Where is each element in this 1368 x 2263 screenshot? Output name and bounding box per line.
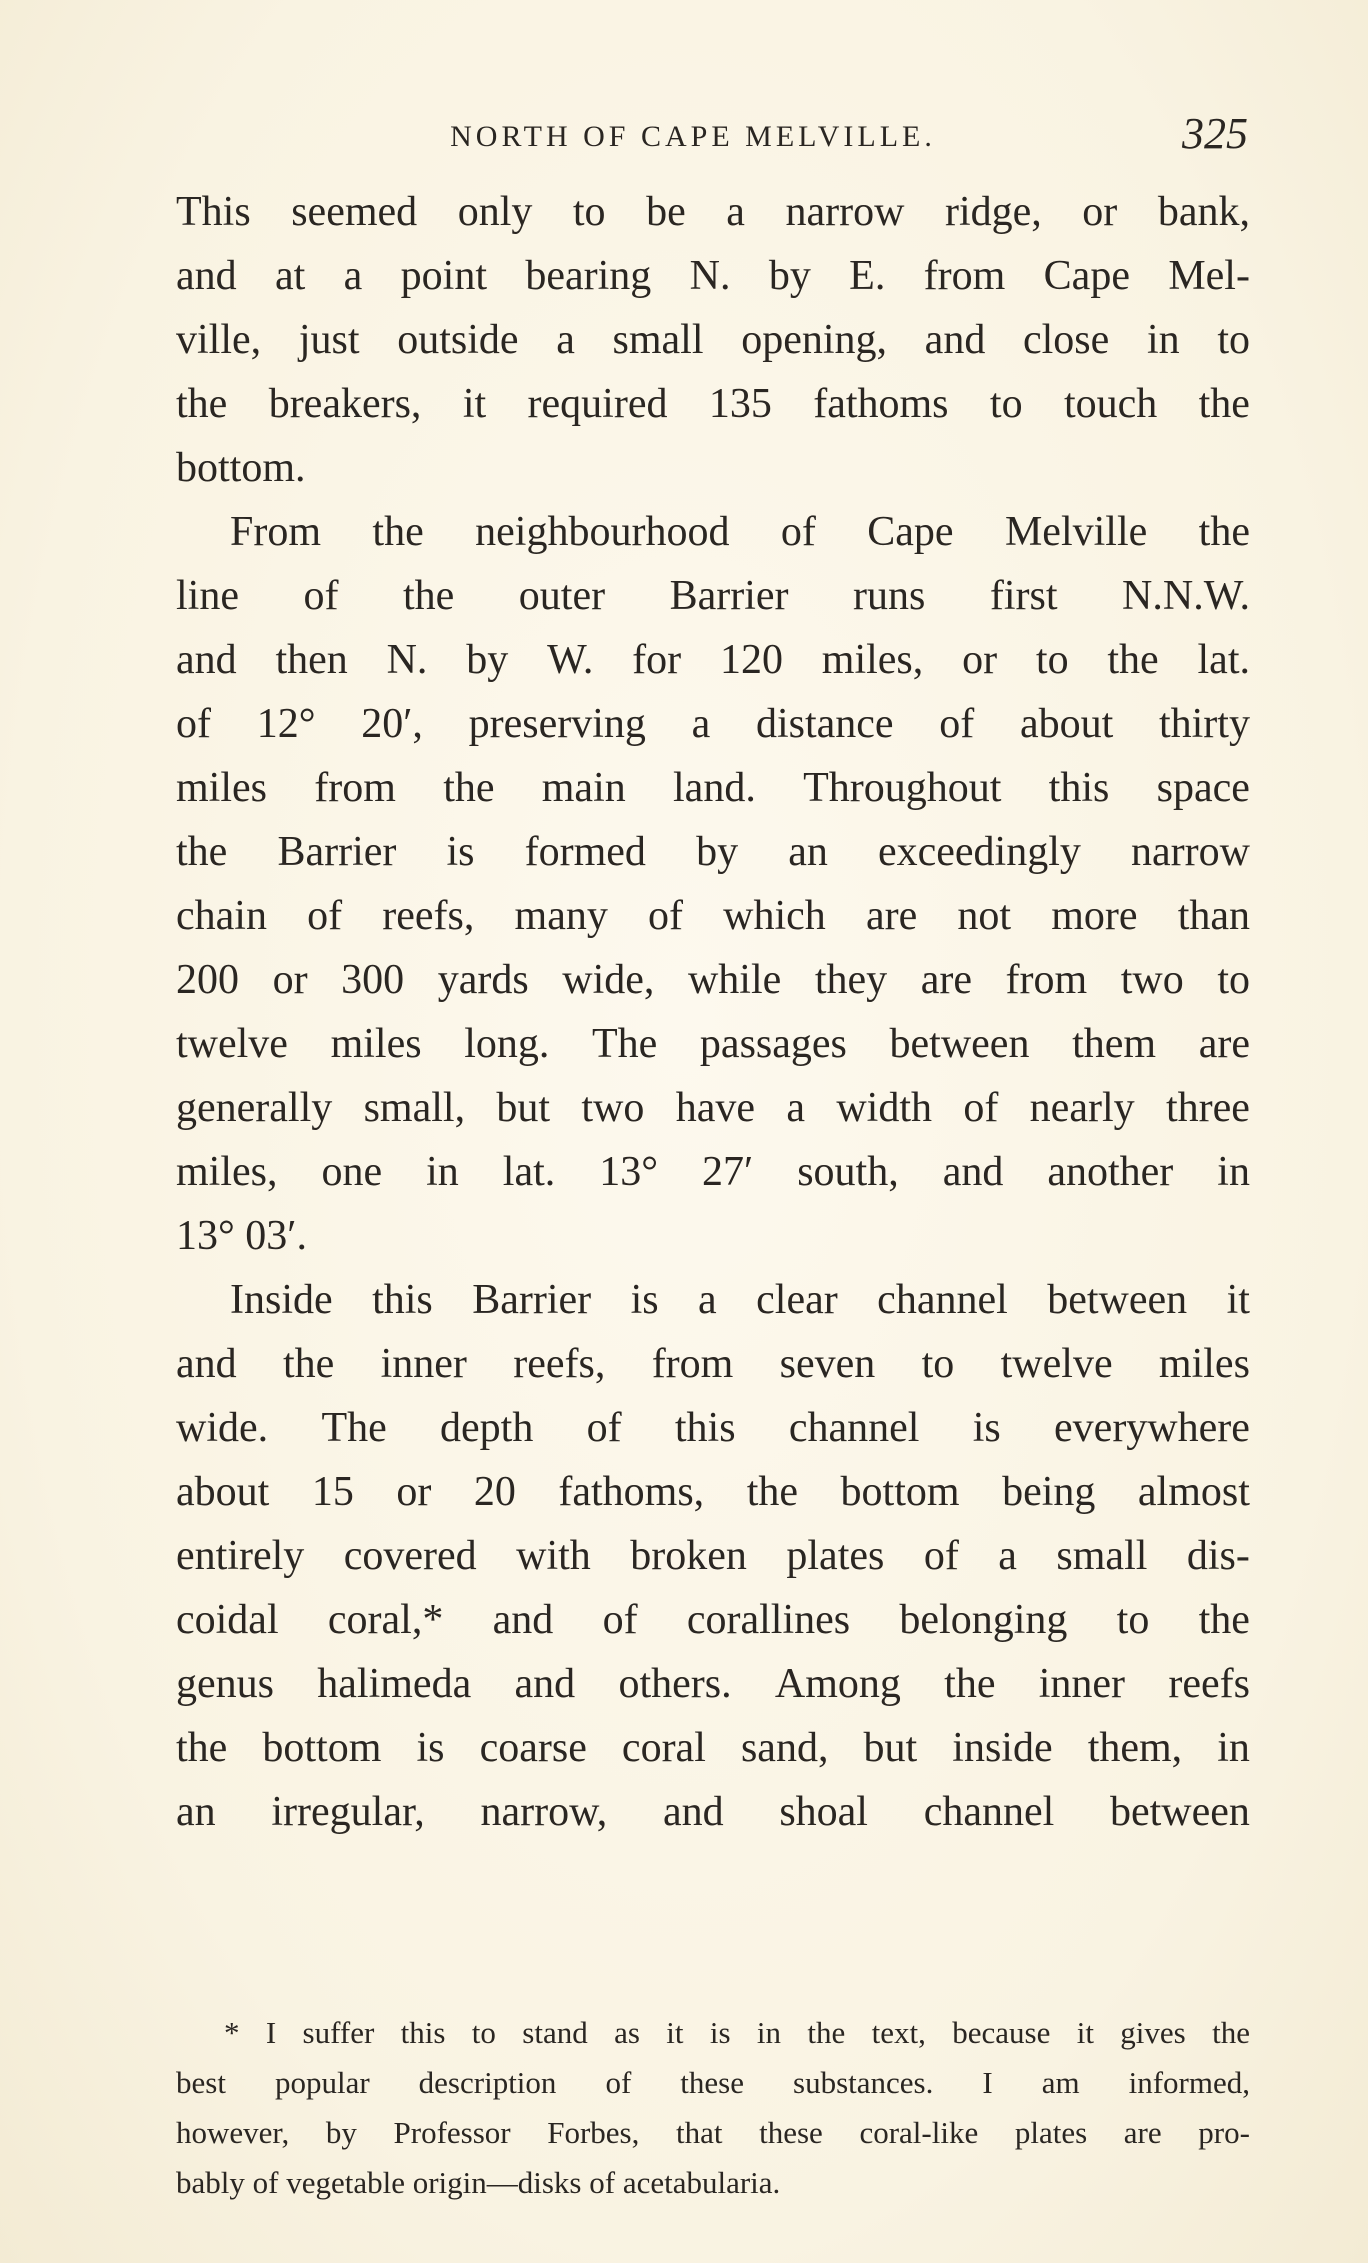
- word: suffer: [302, 2015, 375, 2050]
- word: *: [224, 2015, 240, 2050]
- word: two: [581, 1085, 645, 1131]
- word: I: [265, 2015, 277, 2050]
- word: three: [1165, 1085, 1250, 1131]
- text-line: [176, 372, 1250, 436]
- word: another: [1047, 1149, 1174, 1195]
- word: with: [516, 1533, 591, 1579]
- word: of: [176, 701, 211, 747]
- word: shoal: [779, 1789, 868, 1835]
- word: them,: [1087, 1725, 1183, 1771]
- word: Professor: [393, 2115, 511, 2150]
- word: long.: [464, 1021, 550, 1067]
- word: coral: [621, 1725, 706, 1771]
- word: Barrier: [277, 829, 397, 875]
- word: formed: [524, 829, 646, 875]
- word: is: [630, 1277, 659, 1323]
- word: text,: [871, 2015, 926, 2050]
- word: but: [863, 1725, 918, 1771]
- word: plates: [786, 1533, 885, 1579]
- word: point: [400, 253, 487, 299]
- word: bottom: [840, 1469, 960, 1515]
- word: in: [1217, 1725, 1250, 1771]
- word: coral,*: [327, 1597, 444, 1643]
- word: 20′,: [361, 701, 423, 747]
- word: channel: [877, 1277, 1008, 1323]
- word: by: [466, 637, 509, 683]
- word: wide,: [562, 957, 655, 1003]
- word: 120: [719, 637, 783, 683]
- word: narrow,: [480, 1789, 608, 1835]
- text-line: [176, 1268, 1250, 1332]
- word: covered: [343, 1533, 477, 1579]
- word: in: [426, 1149, 459, 1195]
- word: am: [1041, 2065, 1080, 2100]
- word: of: [963, 1085, 999, 1131]
- word: south,: [797, 1149, 899, 1195]
- word: to: [1035, 637, 1069, 683]
- word: 15: [311, 1469, 354, 1515]
- text-line: [176, 1076, 1250, 1140]
- text-line: [176, 436, 1250, 500]
- word: of: [780, 509, 816, 555]
- word: or: [1082, 189, 1118, 235]
- word: twelve: [176, 1021, 288, 1067]
- word: are: [1123, 2115, 1162, 2150]
- word: plates: [1014, 2115, 1088, 2150]
- word: or: [272, 957, 308, 1003]
- word: description: [418, 2065, 557, 2100]
- word: dis-: [1186, 1533, 1250, 1579]
- word: by: [768, 253, 811, 299]
- text-line: [176, 820, 1250, 884]
- word: about: [1019, 701, 1114, 747]
- word: clear: [756, 1277, 838, 1323]
- word: required: [527, 381, 668, 427]
- word: a: [786, 1085, 806, 1131]
- word: or: [962, 637, 998, 683]
- word: a: [691, 701, 711, 747]
- word: bearing: [525, 253, 652, 299]
- word: Throughout: [803, 765, 1002, 811]
- word: the: [1107, 637, 1159, 683]
- word: are: [920, 957, 972, 1003]
- word: because: [952, 2015, 1051, 2050]
- word: these: [759, 2115, 823, 2150]
- word: the: [402, 573, 455, 619]
- word: in: [1146, 317, 1180, 363]
- word: The: [321, 1405, 387, 1451]
- word: than: [1177, 893, 1250, 939]
- word: yards: [437, 957, 529, 1003]
- word: then: [275, 637, 348, 683]
- word: and: [176, 637, 237, 683]
- word: is: [416, 1725, 445, 1771]
- word: sand,: [740, 1725, 829, 1771]
- word: this: [674, 1405, 736, 1451]
- word: many: [514, 893, 608, 939]
- word: generally: [176, 1085, 333, 1131]
- word: is: [446, 829, 475, 875]
- word: as: [614, 2015, 640, 2050]
- word: a: [998, 1533, 1017, 1579]
- word: pro-: [1198, 2115, 1250, 2150]
- word: the: [944, 1661, 996, 1707]
- word: lat.: [1197, 637, 1250, 683]
- word: between: [1047, 1277, 1188, 1323]
- word: narrow: [785, 189, 905, 235]
- word: Barrier: [669, 573, 789, 619]
- word: from: [314, 765, 396, 811]
- word: others.: [618, 1661, 732, 1707]
- word: E.: [849, 253, 886, 299]
- word: N.: [689, 253, 731, 299]
- word: reefs: [1168, 1661, 1250, 1707]
- word: Melville: [1004, 509, 1148, 555]
- page-number: 325: [1182, 109, 1248, 158]
- word: and: [662, 1789, 724, 1835]
- word: nearly: [1029, 1085, 1135, 1131]
- text-line: [176, 1524, 1250, 1588]
- word: by: [696, 829, 739, 875]
- word: coral-like: [859, 2115, 979, 2150]
- word: which: [723, 893, 826, 939]
- word: it: [462, 381, 487, 427]
- word: From: [230, 509, 322, 555]
- word: thirty: [1158, 701, 1250, 747]
- word: miles: [330, 1021, 422, 1067]
- word: 200: [176, 957, 239, 1003]
- word: The: [592, 1021, 658, 1067]
- text-line: [176, 1204, 1250, 1268]
- word: reefs,: [382, 893, 475, 939]
- text-line: [176, 884, 1250, 948]
- word: seven: [779, 1341, 876, 1387]
- word: halimeda: [317, 1661, 472, 1707]
- word: substances.: [793, 2065, 934, 2100]
- word: neighbourhood: [475, 509, 730, 555]
- word: being: [1002, 1469, 1096, 1515]
- word: at: [275, 253, 306, 299]
- word: everywhere: [1054, 1405, 1250, 1451]
- word: of: [939, 701, 975, 747]
- word: outside: [397, 317, 519, 363]
- word: reefs,: [513, 1341, 606, 1387]
- footnote: [176, 2008, 1250, 2208]
- word: land.: [673, 765, 756, 811]
- word: 27′: [702, 1149, 754, 1195]
- text-line: [176, 1012, 1250, 1076]
- word: chain: [176, 893, 267, 939]
- word: of: [605, 2065, 632, 2100]
- word: from: [1005, 957, 1088, 1003]
- word: miles: [1158, 1341, 1250, 1387]
- word: small,: [363, 1085, 466, 1131]
- word: to: [572, 189, 606, 235]
- word: 12°: [256, 701, 316, 747]
- text-line: [176, 244, 1250, 308]
- word: popular: [274, 2065, 370, 2100]
- text-line: [176, 628, 1250, 692]
- word: the: [176, 1725, 228, 1771]
- word: coidal: [176, 1597, 279, 1643]
- word: W.: [547, 637, 594, 683]
- word: is: [972, 1405, 1001, 1451]
- word: the: [1198, 381, 1250, 427]
- word: to: [1217, 317, 1250, 363]
- text-line: [176, 1652, 1250, 1716]
- text-line: [176, 756, 1250, 820]
- text-line: [176, 948, 1250, 1012]
- word: Cape: [867, 509, 954, 555]
- word: one: [321, 1149, 383, 1195]
- word: outer: [518, 573, 606, 619]
- word: width: [836, 1085, 933, 1131]
- word: first: [989, 573, 1058, 619]
- word: about: [176, 1469, 270, 1515]
- text-line: [176, 1396, 1250, 1460]
- word: only: [457, 189, 533, 235]
- footnote-line: [176, 2058, 1250, 2108]
- text-line: [176, 1716, 1250, 1780]
- text-line: [176, 1140, 1250, 1204]
- word: almost: [1137, 1469, 1250, 1515]
- text-line-text: 13° 03′.: [176, 1213, 307, 1259]
- footnote-line: [176, 2008, 1250, 2058]
- footnote-line-text: bably of vegetable origin—disks of acetabularia.: [176, 2165, 781, 2200]
- word: twelve: [1000, 1341, 1113, 1387]
- word: I: [982, 2065, 993, 2100]
- word: a: [556, 317, 575, 363]
- word: them: [1072, 1021, 1157, 1067]
- word: for: [632, 637, 682, 683]
- word: an: [176, 1789, 216, 1835]
- word: 20: [473, 1469, 516, 1515]
- word: but: [496, 1085, 551, 1131]
- word: ville,: [176, 317, 262, 363]
- word: it: [1226, 1277, 1250, 1323]
- word: just: [298, 317, 360, 363]
- page-header: [178, 108, 1248, 168]
- word: Cape: [1043, 253, 1130, 299]
- footnote-line: [176, 2108, 1250, 2158]
- word: ridge,: [944, 189, 1042, 235]
- word: of: [586, 1405, 622, 1451]
- word: inner: [380, 1341, 467, 1387]
- word: between: [1110, 1789, 1250, 1835]
- word: fathoms,: [558, 1469, 705, 1515]
- word: runs: [853, 573, 926, 619]
- word: in: [756, 2015, 782, 2050]
- word: they: [814, 957, 888, 1003]
- word: seemed: [291, 189, 418, 235]
- word: be: [646, 189, 686, 235]
- word: to: [1116, 1597, 1150, 1643]
- word: and: [176, 253, 237, 299]
- text-line: [176, 564, 1250, 628]
- word: of: [303, 573, 339, 619]
- word: have: [675, 1085, 756, 1131]
- word: that: [676, 2115, 723, 2150]
- word: inner: [1038, 1661, 1126, 1707]
- text-line: [176, 500, 1250, 564]
- word: not: [957, 893, 1012, 939]
- word: the: [176, 829, 228, 875]
- word: these: [680, 2065, 744, 2100]
- word: the: [746, 1469, 799, 1515]
- word: of: [307, 893, 343, 939]
- word: the: [176, 381, 228, 427]
- word: from: [923, 253, 1006, 299]
- text-line: [176, 692, 1250, 756]
- word: small: [1056, 1533, 1148, 1579]
- word: narrow: [1131, 829, 1250, 875]
- word: N.: [386, 637, 428, 683]
- word: it: [1076, 2015, 1094, 2050]
- word: in: [1217, 1149, 1250, 1195]
- word: the: [282, 1341, 335, 1387]
- word: Among: [774, 1661, 901, 1707]
- word: channel: [788, 1405, 920, 1451]
- word: it: [666, 2015, 684, 2050]
- word: a: [343, 253, 363, 299]
- word: corallines: [686, 1597, 851, 1643]
- word: stand: [522, 2015, 588, 2050]
- word: by: [325, 2115, 357, 2150]
- word: exceedingly: [877, 829, 1081, 875]
- word: and: [924, 317, 986, 363]
- word: to: [1217, 957, 1250, 1003]
- word: passages: [699, 1021, 847, 1067]
- word: breakers,: [268, 381, 422, 427]
- word: inside: [952, 1725, 1053, 1771]
- text-line: [176, 180, 1250, 244]
- word: depth: [440, 1405, 534, 1451]
- word: while: [687, 957, 782, 1003]
- word: space: [1156, 765, 1250, 811]
- word: and: [492, 1597, 554, 1643]
- word: touch: [1063, 381, 1158, 427]
- word: N.N.W.: [1122, 573, 1250, 619]
- word: the: [1198, 1597, 1250, 1643]
- word: 300: [341, 957, 405, 1003]
- text-line-text: bottom.: [176, 445, 306, 491]
- word: gives: [1120, 2015, 1186, 2050]
- word: preserving: [468, 701, 646, 747]
- word: distance: [755, 701, 894, 747]
- body-text: [176, 180, 1250, 1844]
- word: the: [807, 2015, 846, 2050]
- word: to: [921, 1341, 955, 1387]
- word: small: [612, 317, 704, 363]
- word: are: [865, 893, 918, 939]
- word: wide.: [176, 1405, 269, 1451]
- word: bank,: [1157, 189, 1250, 235]
- word: coarse: [479, 1725, 587, 1771]
- word: and: [514, 1661, 576, 1707]
- word: this: [372, 1277, 433, 1323]
- word: of: [648, 893, 683, 939]
- word: a: [698, 1277, 717, 1323]
- text-line: [176, 1460, 1250, 1524]
- word: line: [176, 573, 239, 619]
- word: main: [541, 765, 626, 811]
- word: 135: [708, 381, 772, 427]
- text-line: [176, 308, 1250, 372]
- word: the: [1198, 509, 1250, 555]
- word: channel: [923, 1789, 1055, 1835]
- word: however,: [176, 2115, 290, 2150]
- word: or: [396, 1469, 432, 1515]
- word: Inside: [230, 1277, 333, 1323]
- word: of: [602, 1597, 638, 1643]
- word: lat.: [502, 1149, 556, 1195]
- word: Forbes,: [547, 2115, 640, 2150]
- word: two: [1120, 957, 1184, 1003]
- word: this: [400, 2015, 446, 2050]
- word: This: [176, 189, 251, 235]
- footnote-line: [176, 2158, 1250, 2208]
- word: Mel-: [1168, 253, 1250, 299]
- word: Barrier: [472, 1277, 592, 1323]
- word: irregular,: [271, 1789, 425, 1835]
- word: to: [989, 381, 1023, 427]
- word: broken: [630, 1533, 747, 1579]
- word: the: [1212, 2015, 1250, 2050]
- word: best: [176, 2065, 226, 2100]
- word: miles,: [176, 1149, 278, 1195]
- text-line: [176, 1780, 1250, 1844]
- word: entirely: [176, 1533, 305, 1579]
- word: miles: [176, 765, 267, 811]
- word: this: [1048, 765, 1110, 811]
- text-line: [176, 1332, 1250, 1396]
- word: is: [709, 2015, 731, 2050]
- word: to: [471, 2015, 496, 2050]
- word: 13°: [599, 1149, 659, 1195]
- word: genus: [176, 1661, 274, 1707]
- word: the: [443, 765, 495, 811]
- word: between: [889, 1021, 1030, 1067]
- word: informed,: [1128, 2065, 1250, 2100]
- word: fathoms: [813, 381, 949, 427]
- word: bottom: [262, 1725, 382, 1771]
- running-head: NORTH OF CAPE MELVILLE.: [450, 120, 936, 153]
- word: more: [1051, 893, 1138, 939]
- word: belonging: [899, 1597, 1068, 1643]
- word: opening,: [741, 317, 887, 363]
- text-line: [176, 1588, 1250, 1652]
- word: miles,: [821, 637, 924, 683]
- word: a: [726, 189, 745, 235]
- word: and: [176, 1341, 237, 1387]
- word: the: [372, 509, 424, 555]
- word: and: [942, 1149, 1004, 1195]
- word: from: [651, 1341, 734, 1387]
- word: are: [1198, 1021, 1250, 1067]
- word: an: [788, 829, 828, 875]
- word: close: [1023, 317, 1110, 363]
- word: of: [923, 1533, 959, 1579]
